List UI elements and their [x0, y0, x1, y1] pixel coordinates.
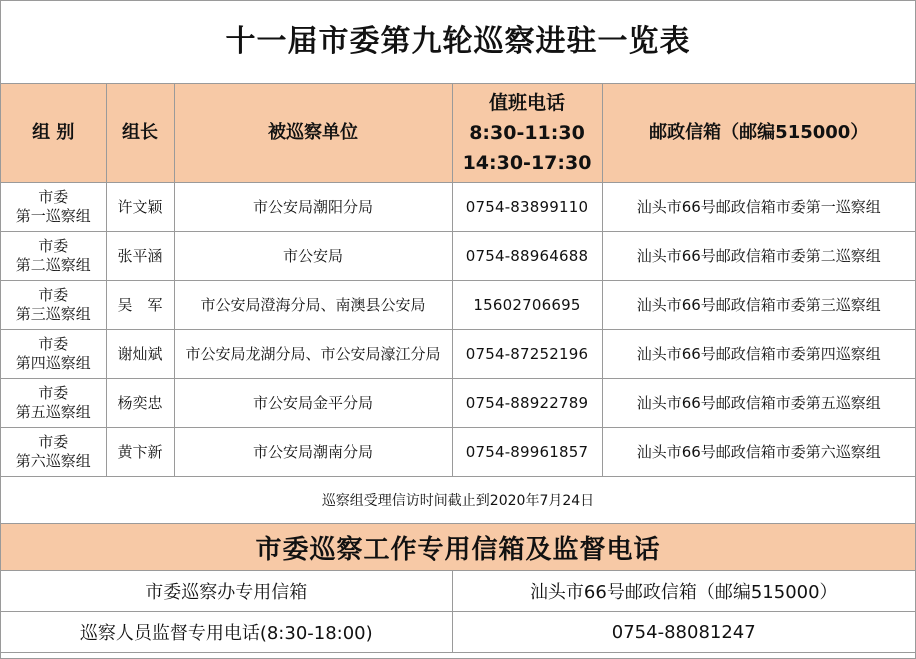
group-line1: 市委 — [38, 188, 69, 206]
page-title: 十一届市委第九轮巡察进驻一览表 — [1, 1, 915, 84]
phone-cell: 0754-83899110 — [452, 183, 602, 232]
unit-cell: 市公安局金平分局 — [174, 379, 452, 428]
table-header-row — [1, 84, 915, 183]
leader-cell: 谢灿斌 — [106, 330, 174, 379]
group-line1: 市委 — [38, 237, 69, 255]
table-row — [1, 183, 915, 232]
supervision-mailbox-value: 汕头市66号邮政信箱（邮编515000） — [452, 571, 915, 612]
table-row — [1, 428, 915, 477]
group-cell — [1, 379, 106, 428]
mailbox-cell: 汕头市66号邮政信箱市委第四巡察组 — [602, 330, 915, 379]
group-line2: 第五巡察组 — [15, 403, 91, 421]
group-cell — [1, 232, 106, 281]
group-cell — [1, 428, 106, 477]
mailbox-cell: 汕头市66号邮政信箱市委第二巡察组 — [602, 232, 915, 281]
group-line2: 第一巡察组 — [15, 207, 91, 225]
group-line1: 市委 — [38, 384, 69, 402]
inspection-table — [1, 84, 915, 653]
unit-cell: 市公安局 — [174, 232, 452, 281]
mailbox-cell: 汕头市66号邮政信箱市委第三巡察组 — [602, 281, 915, 330]
group-line1: 市委 — [38, 335, 69, 353]
mailbox-cell: 汕头市66号邮政信箱市委第一巡察组 — [602, 183, 915, 232]
leader-cell: 杨奕忠 — [106, 379, 174, 428]
supervision-phone-row — [1, 612, 915, 653]
header-unit: 被巡察单位 — [174, 84, 452, 183]
unit-cell: 市公安局潮阳分局 — [174, 183, 452, 232]
header-phone-title: 值班电话 — [488, 92, 565, 114]
unit-cell: 市公安局澄海分局、南澳县公安局 — [174, 281, 452, 330]
unit-cell: 市公安局龙湖分局、市公安局濠江分局 — [174, 330, 452, 379]
header-leader: 组长 — [106, 84, 174, 183]
supervision-mailbox-row — [1, 571, 915, 612]
group-line1: 市委 — [38, 286, 69, 304]
header-group: 组 别 — [1, 84, 106, 183]
supervision-phone-value: 0754-88081247 — [452, 612, 915, 653]
phone-cell: 0754-89961857 — [452, 428, 602, 477]
leader-cell: 吴 军 — [106, 281, 174, 330]
table-row — [1, 379, 915, 428]
mailbox-cell: 汕头市66号邮政信箱市委第六巡察组 — [602, 428, 915, 477]
group-line1: 市委 — [38, 433, 69, 451]
leader-cell: 许文颖 — [106, 183, 174, 232]
unit-cell: 市公安局潮南分局 — [174, 428, 452, 477]
phone-cell: 0754-88922789 — [452, 379, 602, 428]
group-cell — [1, 281, 106, 330]
deadline-note: 巡察组受理信访时间截止到2020年7月24日 — [1, 477, 915, 524]
table-row — [1, 281, 915, 330]
group-line2: 第二巡察组 — [15, 256, 91, 274]
phone-cell: 0754-88964688 — [452, 232, 602, 281]
table-row — [1, 232, 915, 281]
leader-cell: 黄卞新 — [106, 428, 174, 477]
phone-cell: 15602706695 — [452, 281, 602, 330]
supervision-mailbox-label: 市委巡察办专用信箱 — [1, 571, 452, 612]
deadline-note-row — [1, 477, 915, 524]
group-cell — [1, 183, 106, 232]
header-phone-morning: 8:30-11:30 — [469, 122, 585, 144]
phone-cell: 0754-87252196 — [452, 330, 602, 379]
header-mailbox: 邮政信箱（邮编515000） — [602, 84, 915, 183]
table-row — [1, 330, 915, 379]
group-cell — [1, 330, 106, 379]
leader-cell: 张平涵 — [106, 232, 174, 281]
group-line2: 第六巡察组 — [15, 452, 91, 470]
supervision-title-row — [1, 524, 915, 571]
header-phone-afternoon: 14:30-17:30 — [462, 152, 592, 174]
supervision-title: 市委巡察工作专用信箱及监督电话 — [1, 524, 915, 571]
supervision-phone-label: 巡察人员监督专用电话(8:30-18:00) — [1, 612, 452, 653]
group-line2: 第四巡察组 — [15, 354, 91, 372]
mailbox-cell: 汕头市66号邮政信箱市委第五巡察组 — [602, 379, 915, 428]
group-line2: 第三巡察组 — [15, 305, 91, 323]
header-phone — [452, 84, 602, 183]
